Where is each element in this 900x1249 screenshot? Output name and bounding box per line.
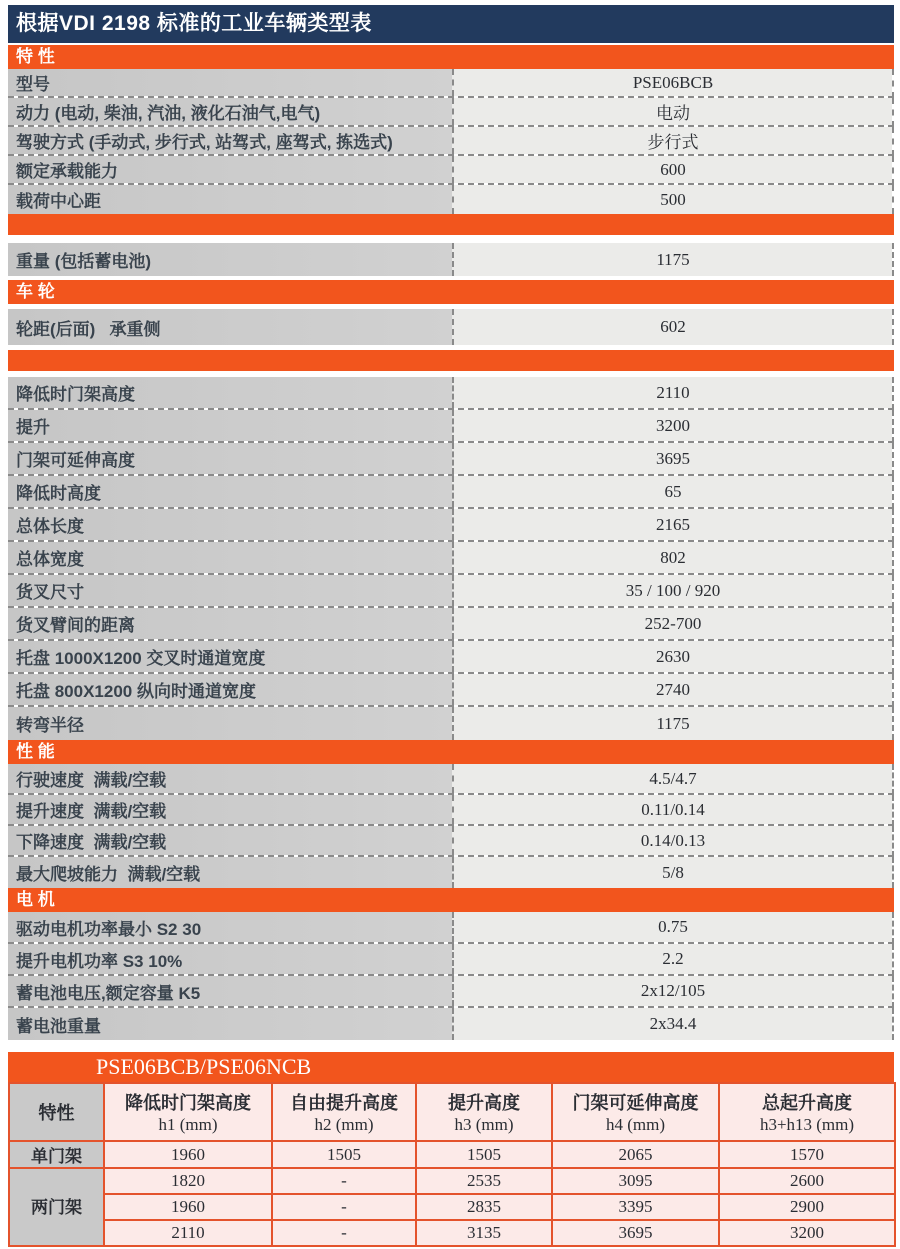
column-header (416, 1083, 552, 1141)
row-group-label: 两门架 (9, 1168, 104, 1246)
row-group-label: 单门架 (9, 1141, 104, 1168)
table-row (8, 127, 894, 156)
table-row (9, 1141, 895, 1168)
row-value: 2.2 (452, 944, 892, 974)
column-header-title: 总起升高度 (762, 1093, 852, 1113)
orange-divider (8, 350, 894, 371)
table-row (8, 764, 894, 795)
table-row (8, 69, 894, 98)
row-value: 2x34.4 (452, 1008, 892, 1040)
row-value: 3695 (452, 443, 892, 474)
row-value: 2165 (452, 509, 892, 540)
row-label: 托盘 800X1200 纵向时通道宽度 (8, 674, 452, 705)
row-label: 转弯半径 (8, 707, 452, 740)
table-header-row (9, 1083, 895, 1141)
row-label: 总体宽度 (8, 542, 452, 573)
row-value: 5/8 (452, 857, 892, 888)
table-cell: 1505 (416, 1141, 552, 1168)
row-label: 行驶速度 满载/空载 (8, 764, 452, 793)
row-label: 提升速度 满载/空载 (8, 795, 452, 824)
row-value: 2110 (452, 377, 892, 408)
row-value: PSE06BCB (452, 69, 892, 96)
row-label: 货叉臂间的距离 (8, 608, 452, 639)
section-header-motor: 电 机 (8, 888, 894, 912)
section-header-wheels: 车 轮 (8, 280, 894, 304)
features-rows (8, 69, 894, 214)
table-cell: 3135 (416, 1220, 552, 1246)
row-value: 0.14/0.13 (452, 826, 892, 855)
table-row (8, 674, 894, 707)
page-title: 根据VDI 2198 标准的工业车辆类型表 (8, 5, 894, 43)
table-cell: 2900 (719, 1194, 895, 1220)
row-value: 600 (452, 156, 892, 183)
row-value: 500 (452, 185, 892, 214)
row-label: 下降速度 满载/空载 (8, 826, 452, 855)
table-cell: 3200 (719, 1220, 895, 1246)
table-row (8, 1008, 894, 1040)
bottom-table-title: PSE06BCB/PSE06NCB (8, 1052, 894, 1082)
row-label: 重量 (包括蓄电池) (8, 243, 452, 276)
orange-divider (8, 214, 894, 235)
row-label: 降低时门架高度 (8, 377, 452, 408)
table-row (8, 944, 894, 976)
column-header-title: 门架可延伸高度 (572, 1093, 699, 1113)
row-label: 驾驶方式 (手动式, 步行式, 站驾式, 座驾式, 拣选式) (8, 127, 452, 154)
table-cell: 3395 (552, 1194, 719, 1220)
table-row (8, 476, 894, 509)
column-header-sub: h3+h13 (mm) (759, 1115, 855, 1134)
column-header (104, 1083, 272, 1141)
row-value: 步行式 (452, 127, 892, 154)
row-label: 货叉尺寸 (8, 575, 452, 606)
section-header-features: 特 性 (8, 45, 894, 69)
row-label: 总体长度 (8, 509, 452, 540)
row-value: 0.75 (452, 912, 892, 942)
table-row (8, 641, 894, 674)
table-row (8, 795, 894, 826)
column-header (272, 1083, 416, 1141)
section-header-performance: 性 能 (8, 740, 894, 764)
row-label: 托盘 1000X1200 交叉时通道宽度 (8, 641, 452, 672)
table-row (8, 857, 894, 888)
row-value: 3200 (452, 410, 892, 441)
column-header (552, 1083, 719, 1141)
column-header-title: 提升高度 (448, 1093, 520, 1113)
table-row (8, 377, 894, 410)
wheelbase-row (8, 309, 894, 345)
table-cell: 3695 (552, 1220, 719, 1246)
row-value: 602 (452, 309, 892, 345)
table-row (8, 185, 894, 214)
row-label: 提升电机功率 S3 10% (8, 944, 452, 974)
performance-rows (8, 764, 894, 888)
table-row (8, 707, 894, 740)
weight-row (8, 243, 894, 276)
row-label: 提升 (8, 410, 452, 441)
column-header-sub: h4 (mm) (605, 1115, 666, 1134)
column-header-title: 降低时门架高度 (125, 1093, 251, 1113)
table-cell: 1820 (104, 1168, 272, 1194)
row-label: 型号 (8, 69, 452, 96)
motor-rows (8, 912, 894, 1040)
row-value: 电动 (452, 98, 892, 125)
table-cell: 2835 (416, 1194, 552, 1220)
row-label: 降低时高度 (8, 476, 452, 507)
table-cell: 1505 (272, 1141, 416, 1168)
table-row (8, 608, 894, 641)
row-label: 载荷中心距 (8, 185, 452, 214)
row-value: 2x12/105 (452, 976, 892, 1006)
table-cell: 2600 (719, 1168, 895, 1194)
column-header-title: 自由提升高度 (290, 1093, 398, 1113)
row-label: 蓄电池重量 (8, 1008, 452, 1040)
column-header-sub: h1 (mm) (158, 1115, 218, 1134)
row-label: 蓄电池电压,额定容量 K5 (8, 976, 452, 1006)
table-row (8, 575, 894, 608)
row-label: 动力 (电动, 柴油, 汽油, 液化石油气,电气) (8, 98, 452, 125)
table-cell: 3095 (552, 1168, 719, 1194)
table-row (8, 509, 894, 542)
table-cell: 2110 (104, 1220, 272, 1246)
table-cell: 1570 (719, 1141, 895, 1168)
row-value: 252-700 (452, 608, 892, 639)
row-label: 额定承载能力 (8, 156, 452, 183)
row-value: 2740 (452, 674, 892, 705)
table-cell: - (272, 1194, 416, 1220)
table-row (8, 410, 894, 443)
row-value: 0.11/0.14 (452, 795, 892, 824)
row-value: 2630 (452, 641, 892, 672)
table-cell: 2065 (552, 1141, 719, 1168)
row-value: 1175 (452, 243, 892, 276)
column-header (719, 1083, 895, 1141)
table-row (9, 1220, 895, 1246)
table-cell: 1960 (104, 1194, 272, 1220)
table-row (8, 542, 894, 575)
row-label: 轮距(后面) 承重侧 (8, 309, 452, 345)
table-row (8, 912, 894, 944)
row-label: 门架可延伸高度 (8, 443, 452, 474)
dimension-rows (8, 377, 894, 740)
table-cell: - (272, 1220, 416, 1246)
row-label: 最大爬坡能力 满载/空载 (8, 857, 452, 888)
table-cell: 1960 (104, 1141, 272, 1168)
row-value: 4.5/4.7 (452, 764, 892, 793)
table-row (9, 1168, 895, 1194)
mast-options-table (8, 1082, 896, 1247)
table-row (8, 156, 894, 185)
table-row (8, 976, 894, 1008)
table-cell: - (272, 1168, 416, 1194)
table-row (9, 1194, 895, 1220)
row-value: 35 / 100 / 920 (452, 575, 892, 606)
row-value: 1175 (452, 707, 892, 740)
table-row (8, 443, 894, 476)
column-header: 特性 (9, 1083, 104, 1141)
row-value: 65 (452, 476, 892, 507)
row-label: 驱动电机功率最小 S2 30 (8, 912, 452, 942)
table-cell: 2535 (416, 1168, 552, 1194)
column-header-sub: h3 (mm) (454, 1115, 514, 1134)
table-row (8, 826, 894, 857)
row-value: 802 (452, 542, 892, 573)
table-row (8, 98, 894, 127)
column-header-sub: h2 (mm) (314, 1115, 374, 1134)
